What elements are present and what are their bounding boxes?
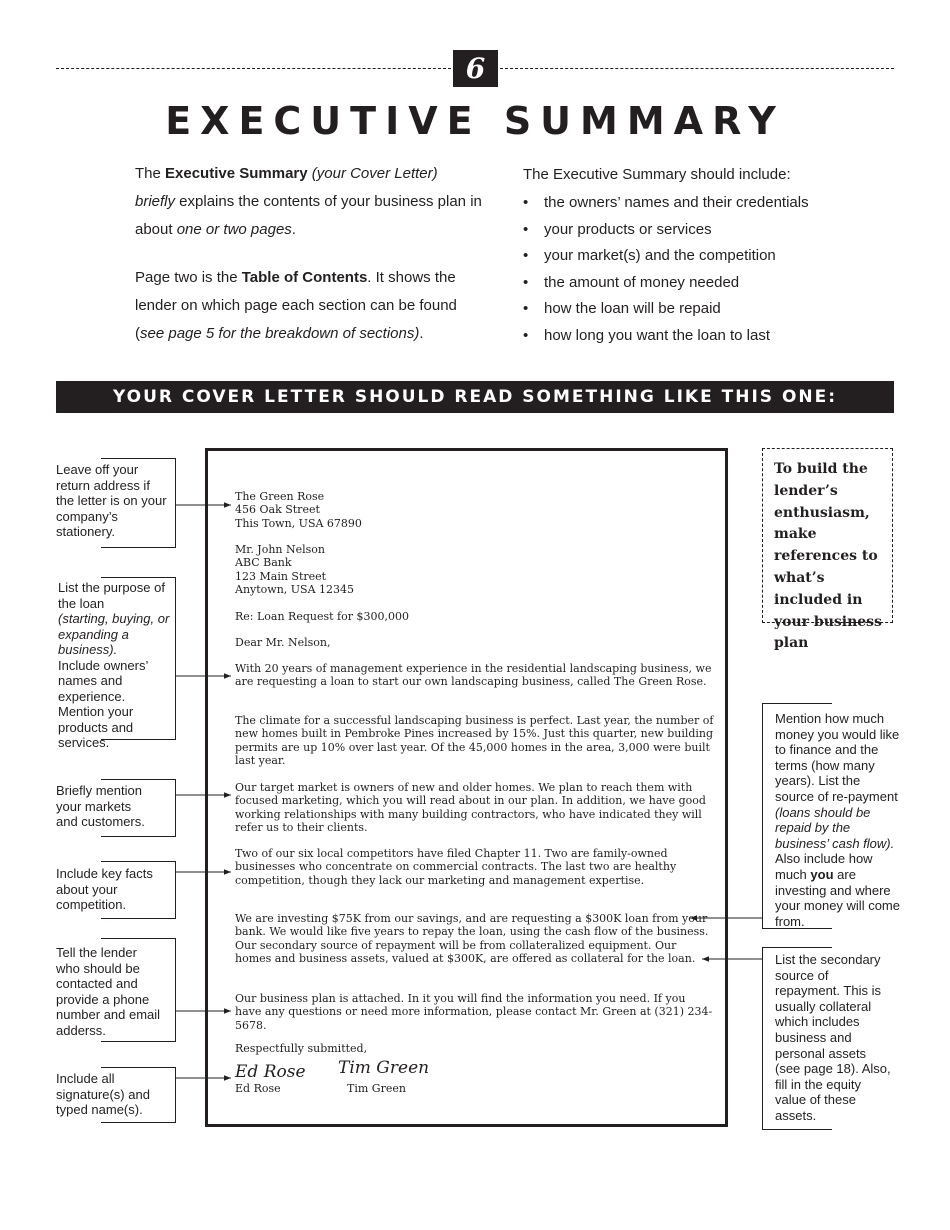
- list-item: • how long you want the loan to last: [523, 323, 913, 350]
- text: Page two is the: [135, 269, 242, 286]
- page-title: EXECUTIVE SUMMARY: [165, 99, 785, 143]
- tip-box: To build the lender’s enthusiasm, make references to what’s included in your business plan: [762, 448, 893, 623]
- letter-subject: Re: Loan Request for $300,000: [235, 610, 409, 623]
- text: The: [135, 165, 166, 182]
- italic-text: (loans should be repaid by the business’ cash flow).: [775, 804, 895, 851]
- includes-heading: The Executive Summary should include:: [523, 166, 791, 183]
- bold-text: you: [810, 866, 834, 882]
- list-item: • how the loan will be repaid: [523, 296, 913, 323]
- letter-paragraph-2: The climate for a successful landscaping business is perfect. Last year, the number of new homes built in Pembroke Pines increased by 15%. Just this quarter, new building permits are up 10% over last year. Of the 45,000 homes in the area, 3,000 were built last year.: [235, 714, 714, 767]
- note-contact: Tell the lender who should be contacted and provide a phone number and email adderss.: [56, 945, 161, 1038]
- text: Mention how much money you would like to finance and the terms (how many years). List the source of re-payment: [775, 711, 900, 804]
- text: . It shows the lender on which page each section can be found (: [135, 269, 457, 342]
- letter-paragraph-5: We are investing $75K from our savings, and are requesting a $300K loan from your bank. We would like five years to repay the loan, using the cash flow of the business. Our secondary source of repayment will be from collateralized equipment. Our homes and business assets, valued at $300K, are offered as collateral for the loan.: [235, 912, 709, 965]
- text: List the purpose of the loan: [58, 580, 165, 611]
- italic-text: see page 5 for the breakdown of sections): [140, 325, 420, 342]
- letter-paragraph-1: With 20 years of management experience in the residential landscaping business, we are requesting a loan to start our own landscaping business, called The Green Rose.: [235, 662, 712, 689]
- list-item: • your products or services: [523, 217, 913, 244]
- note-competition: Include key facts about your competition.: [56, 866, 153, 912]
- text: .: [419, 325, 424, 342]
- list-item: • your market(s) and the competition: [523, 243, 913, 270]
- italic-text: (your Cover Letter): [307, 165, 438, 182]
- italic-text: one or two pages: [176, 221, 292, 238]
- text: are investing and where your money will come from.: [775, 866, 900, 929]
- bold-text: Executive Summary: [165, 165, 308, 182]
- letter-sender-address: The Green Rose 456 Oak Street This Town, USA 67890: [235, 490, 362, 530]
- note-return-address: Leave off your return address if the letter is on your company’s stationery.: [56, 462, 167, 539]
- bold-text: Table of Contents: [241, 269, 368, 286]
- italic-text: briefly: [135, 193, 176, 210]
- italic-text: (starting, buying, or expanding a business).: [58, 611, 170, 657]
- text: .: [291, 221, 296, 238]
- list-item: • the owners’ names and their credentials: [523, 190, 913, 217]
- typed-name-tim-green: Tim Green: [347, 1082, 406, 1095]
- text: Also include how much: [775, 851, 873, 882]
- section-banner: YOUR COVER LETTER SHOULD READ SOMETHING LIKE THIS ONE:: [56, 381, 894, 413]
- list-item: • the amount of money needed: [523, 270, 913, 297]
- typed-name-ed-rose: Ed Rose: [235, 1082, 281, 1095]
- letter-paragraph-4: Two of our six local competitors have filed Chapter 11. Two are family-owned businesses who concentrate on commercial contracts. The last two are healthy competition, though they lack our marketing and management expertise.: [235, 847, 677, 887]
- letter-paragraph-3: Our target market is owners of new and older homes. We plan to reach them with focused marketing, which you will read about in our plan. In addition, we have good working relationships with many building contractors, who have indicated they will refer us to their clients.: [235, 781, 706, 834]
- signature-tim-green: Tim Green: [338, 1058, 430, 1078]
- letter-closing: Respectfully submitted,: [235, 1042, 368, 1055]
- signature-ed-rose: Ed Rose: [235, 1062, 306, 1082]
- text: Include owners’ names and experience. Mention your products and services.: [58, 657, 148, 750]
- page-number: 6: [453, 50, 498, 87]
- note-secondary: List the secondary source of repayment. This is usually collateral which includes business and personal assets (see page 18). Also, fill in the equity value of these assets.: [775, 952, 891, 1123]
- note-markets: Briefly mention your markets and customers.: [56, 783, 145, 829]
- text: explains the contents of your business plan in about: [135, 193, 482, 238]
- letter-salutation: Dear Mr. Nelson,: [235, 636, 331, 649]
- letter-recipient-address: Mr. John Nelson ABC Bank 123 Main Street Anytown, USA 12345: [235, 543, 355, 596]
- letter-paragraph-6: Our business plan is attached. In it you will find the information you need. If you have any questions or need more information, please contact Mr. Green at (321) 234-5678.: [235, 992, 713, 1032]
- note-signatures: Include all signature(s) and typed name(s).: [56, 1071, 150, 1117]
